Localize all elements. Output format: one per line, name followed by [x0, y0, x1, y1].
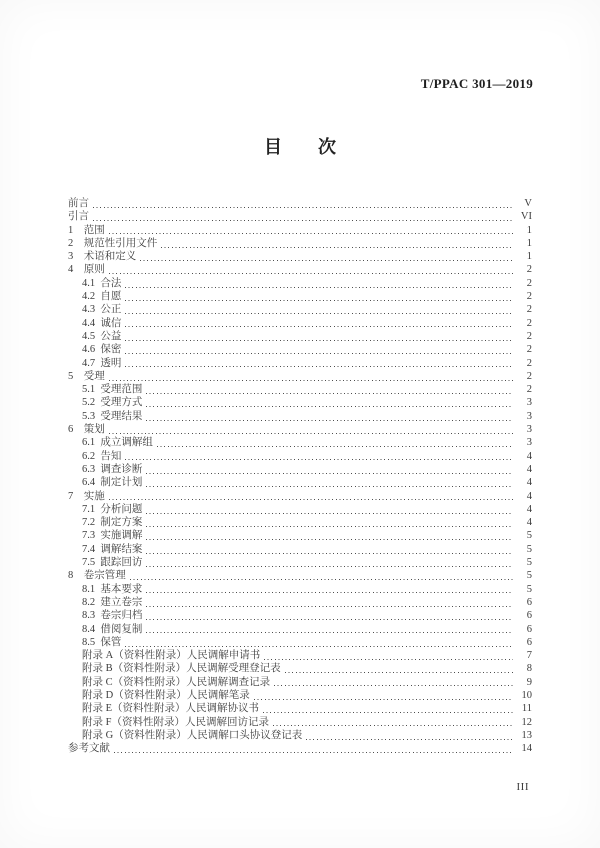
toc-entry-label: 7 实施	[68, 490, 105, 502]
toc-entry-label: 8.4 借阅复制	[82, 623, 143, 635]
toc-entry-page: 6	[526, 636, 532, 648]
toc-entry	[68, 556, 532, 569]
dot-leader	[146, 566, 513, 567]
dot-leader	[306, 739, 513, 740]
toc-entry-label: 5.3 受理结果	[82, 410, 143, 422]
toc-entry-label: 4.4 诚信	[82, 317, 122, 329]
toc-entry-page: 2	[526, 384, 532, 396]
toc-entry-label: 4.1 合法	[82, 277, 122, 289]
toc-entry-label: 4 原则	[68, 264, 105, 276]
toc-entry-label: 7.1 分析问题	[82, 503, 143, 515]
toc-entry	[68, 237, 532, 250]
toc-entry-label: 7.3 实施调解	[82, 530, 143, 542]
dot-leader	[146, 539, 513, 540]
toc-entry-label: 附录 B（资料性附录）人民调解受理登记表	[82, 663, 281, 675]
dot-leader	[125, 646, 513, 647]
dot-leader	[264, 659, 513, 660]
dot-leader	[125, 326, 513, 327]
toc-entry	[68, 210, 532, 223]
toc-entry-page: 2	[526, 304, 532, 316]
toc-entry	[68, 423, 532, 436]
toc-entry-label: 附录 E（资料性附录）人民调解协议书	[82, 703, 260, 715]
toc-entry-page: 2	[526, 277, 532, 289]
toc-entry-page: 1	[526, 224, 532, 236]
dot-leader	[130, 579, 513, 580]
toc-entry	[68, 370, 532, 383]
page-title: 目 次	[264, 137, 336, 157]
toc-entry	[68, 290, 532, 303]
toc-entry-page: 2	[526, 344, 532, 356]
toc-entry-label: 附录 G（资料性附录）人民调解口头协议登记表	[82, 729, 303, 741]
dot-leader	[109, 433, 513, 434]
toc-entry-label: 7.2 制定方案	[82, 517, 143, 529]
dot-leader	[146, 553, 513, 554]
dot-leader	[93, 207, 513, 208]
toc-entry-page: 1	[526, 251, 532, 263]
dot-leader	[161, 247, 513, 248]
toc-entry-label: 6.2 告知	[82, 450, 122, 462]
toc-entry	[68, 702, 532, 715]
dot-leader	[157, 446, 513, 447]
toc-entry-label: 1 范围	[68, 224, 105, 236]
toc-entry-page: 5	[526, 530, 532, 542]
toc-entry	[68, 516, 532, 529]
toc-entry-page: 4	[526, 490, 532, 502]
dot-leader	[146, 473, 513, 474]
toc-entry	[68, 503, 532, 516]
toc-entry	[68, 383, 532, 396]
toc-entry	[68, 450, 532, 463]
toc-entry	[68, 662, 532, 675]
toc-entry-page: 3	[526, 424, 532, 436]
dot-leader	[109, 273, 513, 274]
toc-entry	[68, 583, 532, 596]
toc-entry-label: 4.7 透明	[82, 357, 122, 369]
toc-list	[68, 197, 532, 755]
toc-entry	[68, 197, 532, 210]
toc-entry-page: V	[524, 198, 532, 209]
toc-entry-page: 7	[526, 650, 532, 662]
footer-page-number: III	[516, 781, 529, 793]
toc-entry	[68, 436, 532, 449]
toc-entry-label: 2 规范性引用文件	[68, 237, 158, 249]
dot-leader	[146, 486, 513, 487]
toc-entry-page: 4	[526, 450, 532, 462]
toc-entry	[68, 543, 532, 556]
toc-entry-label: 4.3 公正	[82, 304, 122, 316]
dot-leader	[146, 526, 513, 527]
toc-entry-label: 附录 C（资料性附录）人民调解调查记录	[82, 676, 271, 688]
toc-entry-label: 4.6 保密	[82, 344, 122, 356]
toc-entry-label: 8.2 建立卷宗	[82, 596, 143, 608]
toc-entry	[68, 490, 532, 503]
toc-entry-page: 10	[521, 689, 532, 701]
dot-leader	[125, 353, 513, 354]
toc-entry-label: 5.1 受理范围	[82, 384, 143, 396]
toc-entry-label: 前言	[68, 198, 89, 209]
toc-entry-label: 附录 F（资料性附录）人民调解回访记录	[82, 716, 269, 728]
toc-entry	[68, 689, 532, 702]
toc-entry	[68, 357, 532, 370]
toc-entry	[68, 676, 532, 689]
toc-entry	[68, 317, 532, 330]
toc-entry	[68, 729, 532, 742]
toc-entry-page: 2	[526, 370, 532, 382]
toc-entry-label: 参考文献	[68, 743, 110, 755]
toc-entry-page: 14	[521, 743, 532, 755]
toc-entry-page: 13	[521, 729, 532, 741]
dot-leader	[125, 300, 513, 301]
toc-entry-page: 4	[526, 503, 532, 515]
toc-entry-page: 8	[526, 663, 532, 675]
toc-entry	[68, 330, 532, 343]
toc-entry-page: 2	[526, 264, 532, 276]
toc-entry	[68, 716, 532, 729]
dot-leader	[273, 725, 513, 726]
toc-entry	[68, 263, 532, 276]
toc-entry	[68, 343, 532, 356]
toc-entry	[68, 596, 532, 609]
dot-leader	[125, 287, 513, 288]
toc-entry-page: 5	[526, 570, 532, 582]
toc-entry	[68, 609, 532, 622]
dot-leader	[140, 260, 513, 261]
toc-entry-label: 8.3 卷宗归档	[82, 610, 143, 622]
toc-entry-page: 4	[526, 477, 532, 489]
toc-entry-page: 6	[526, 610, 532, 622]
dot-leader	[109, 233, 513, 234]
toc-entry-label: 4.2 自愿	[82, 291, 122, 303]
toc-entry-page: 5	[526, 557, 532, 569]
dot-leader	[146, 606, 513, 607]
dot-leader	[263, 712, 513, 713]
toc-entry-label: 附录 A（资料性附录）人民调解申请书	[82, 650, 261, 662]
toc-entry	[68, 476, 532, 489]
toc-entry-label: 6.4 制定计划	[82, 477, 143, 489]
toc-entry-label: 6.1 成立调解组	[82, 437, 153, 449]
dot-leader	[285, 672, 513, 673]
dot-leader	[274, 685, 513, 686]
dot-leader	[109, 380, 513, 381]
toc-entry	[68, 569, 532, 582]
toc-entry-page: 3	[526, 397, 532, 409]
dot-leader	[125, 313, 513, 314]
toc-entry-label: 7.5 跟踪回访	[82, 557, 143, 569]
toc-entry-page: VI	[520, 211, 532, 223]
toc-entry-label: 4.5 公益	[82, 330, 122, 342]
dot-leader	[146, 619, 513, 620]
dot-leader	[146, 393, 513, 394]
toc-entry	[68, 303, 532, 316]
toc-entry-page: 6	[526, 623, 532, 635]
doc-standard-number: T/PPAC 301—2019	[420, 76, 533, 91]
dot-leader	[125, 366, 513, 367]
toc-entry-page: 4	[526, 463, 532, 475]
dot-leader	[93, 220, 513, 221]
toc-entry	[68, 529, 532, 542]
toc-entry-label: 8.1 基本要求	[82, 583, 143, 595]
toc-entry-page: 1	[526, 237, 532, 249]
toc-entry-page: 3	[526, 437, 532, 449]
toc-entry	[68, 410, 532, 423]
toc-entry	[68, 396, 532, 409]
toc-entry	[68, 463, 532, 476]
dot-leader	[125, 459, 513, 460]
toc-entry-page: 5	[526, 583, 532, 595]
toc-entry-page: 2	[526, 291, 532, 303]
toc-entry-page: 12	[521, 716, 532, 728]
toc-entry-page: 11	[521, 703, 532, 715]
toc-entry	[68, 649, 532, 662]
dot-leader	[146, 592, 513, 593]
toc-entry	[68, 636, 532, 649]
toc-entry-page: 2	[526, 357, 532, 369]
dot-leader	[114, 752, 513, 753]
toc-entry	[68, 224, 532, 237]
toc-entry-page: 6	[526, 596, 532, 608]
toc-entry-label: 5 受理	[68, 370, 105, 382]
toc-entry-label: 6.3 调查诊断	[82, 463, 143, 475]
toc-entry-page: 2	[526, 330, 532, 342]
dot-leader	[254, 699, 513, 700]
dot-leader	[146, 513, 513, 514]
toc-entry	[68, 742, 532, 755]
toc-entry-label: 8 卷宗管理	[68, 570, 126, 582]
toc-entry-label: 5.2 受理方式	[82, 397, 143, 409]
toc-entry-label: 7.4 调解结案	[82, 543, 143, 555]
toc-entry-page: 4	[526, 517, 532, 529]
toc-entry-label: 引言	[68, 211, 89, 223]
dot-leader	[125, 340, 513, 341]
dot-leader	[146, 406, 513, 407]
toc-entry-page: 9	[526, 676, 532, 688]
toc-entry-page: 3	[526, 410, 532, 422]
toc-entry-label: 8.5 保管	[82, 636, 122, 648]
dot-leader	[146, 420, 513, 421]
toc-entry-label: 附录 D（资料性附录）人民调解笔录	[82, 689, 250, 701]
toc-entry-page: 2	[526, 317, 532, 329]
dot-leader	[109, 499, 513, 500]
toc-entry	[68, 623, 532, 636]
dot-leader	[146, 632, 513, 633]
toc-entry-page: 5	[526, 543, 532, 555]
toc-entry-label: 6 策划	[68, 424, 105, 436]
toc-entry	[68, 250, 532, 263]
toc-entry	[68, 277, 532, 290]
toc-entry-label: 3 术语和定义	[68, 251, 137, 263]
